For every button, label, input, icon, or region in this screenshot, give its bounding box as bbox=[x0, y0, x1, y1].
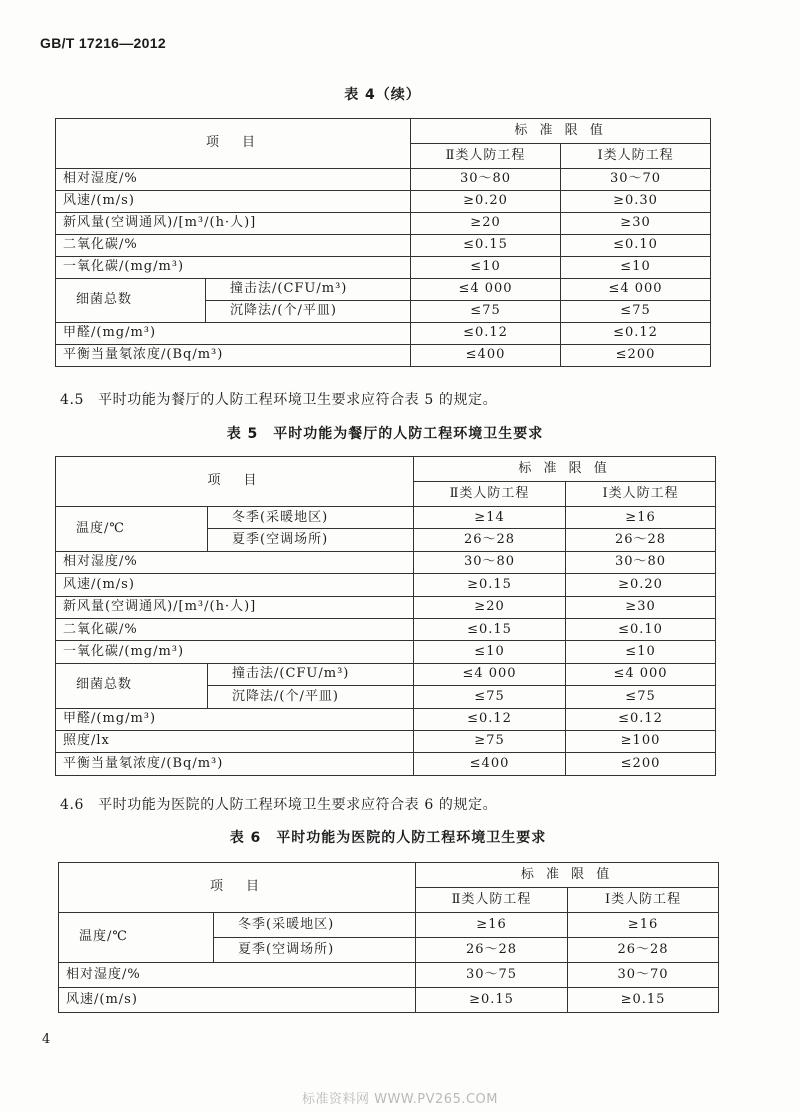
row-label: 风速/(m/s) bbox=[56, 191, 411, 213]
class2-value: ≥0.15 bbox=[414, 574, 566, 596]
table-row bbox=[59, 963, 719, 988]
table-4-body bbox=[56, 169, 711, 367]
class2-value: ≤0.12 bbox=[414, 708, 566, 730]
class2-value: ≥16 bbox=[416, 913, 568, 938]
row-sub-label: 冬季(采暖地区) bbox=[214, 913, 416, 938]
table-row bbox=[59, 913, 719, 938]
watermark: 标准资料网 WWW.PV265.COM bbox=[301, 1092, 499, 1107]
clause-number: 4.5 bbox=[60, 392, 85, 408]
table-row bbox=[56, 551, 716, 573]
table-row bbox=[56, 618, 716, 640]
class2-value: 30～80 bbox=[414, 551, 566, 573]
table-6 bbox=[58, 862, 719, 1013]
row-label: 甲醛/(mg/m³) bbox=[56, 323, 411, 345]
row-label: 一氧化碳/(mg/m³) bbox=[56, 641, 414, 663]
row-sub-label: 撞击法/(CFU/m³) bbox=[208, 663, 414, 685]
clause-text: 平时功能为餐厅的人防工程环境卫生要求应符合表 5 的规定。 bbox=[98, 392, 498, 408]
class1-value: ≤0.12 bbox=[566, 708, 716, 730]
header-class1: Ⅰ类人防工程 bbox=[568, 888, 719, 913]
class2-value: ≤4 000 bbox=[411, 279, 561, 301]
header-class1: Ⅰ类人防工程 bbox=[566, 482, 716, 507]
row-label: 新风量(空调通风)/[m³/(h·人)] bbox=[56, 596, 414, 618]
class2-value: ≤75 bbox=[414, 686, 566, 708]
clause-4-6 bbox=[60, 794, 497, 814]
table-row bbox=[56, 507, 716, 529]
row-label: 二氧化碳/% bbox=[56, 618, 414, 640]
table-row bbox=[56, 663, 716, 685]
header-item: 项 目 bbox=[56, 457, 414, 507]
class2-value: ≥0.20 bbox=[411, 191, 561, 213]
class1-value: ≤200 bbox=[561, 345, 711, 367]
table-4-caption: 表 4（续） bbox=[344, 87, 421, 103]
table-5-caption: 表 5 平时功能为餐厅的人防工程环境卫生要求 bbox=[226, 426, 544, 442]
class1-value: ≥100 bbox=[566, 730, 716, 752]
row-label: 相对湿度/% bbox=[56, 551, 414, 573]
class2-value: ≤400 bbox=[411, 345, 561, 367]
class1-value: ≤200 bbox=[566, 753, 716, 775]
class1-value: ≥0.30 bbox=[561, 191, 711, 213]
row-sub-label: 夏季(空调场所) bbox=[214, 938, 416, 963]
table-row bbox=[56, 235, 711, 257]
table-5 bbox=[55, 456, 716, 776]
class1-value: ≤0.10 bbox=[566, 618, 716, 640]
class1-value: ≥0.20 bbox=[566, 574, 716, 596]
class2-value: ≤4 000 bbox=[414, 663, 566, 685]
row-group-label: 细菌总数 bbox=[56, 663, 208, 708]
class2-value: ≥14 bbox=[414, 507, 566, 529]
clause-4-5 bbox=[60, 389, 497, 409]
table-row bbox=[56, 191, 711, 213]
row-sub-label: 沉降法/(个/平皿) bbox=[206, 301, 411, 323]
class1-value: ≥0.15 bbox=[568, 988, 719, 1013]
row-label: 相对湿度/% bbox=[56, 169, 411, 191]
class2-value: ≤0.15 bbox=[411, 235, 561, 257]
table-row bbox=[56, 345, 711, 367]
row-label: 相对湿度/% bbox=[59, 963, 416, 988]
table-row bbox=[56, 257, 711, 279]
class1-value: 30～70 bbox=[568, 963, 719, 988]
table-6-caption: 表 6 平时功能为医院的人防工程环境卫生要求 bbox=[229, 830, 547, 846]
header-class1: Ⅰ类人防工程 bbox=[561, 144, 711, 169]
row-sub-label: 撞击法/(CFU/m³) bbox=[206, 279, 411, 301]
standard-number: GB/T 17216—2012 bbox=[40, 35, 166, 51]
table-row bbox=[56, 753, 716, 775]
class1-value: ≤0.12 bbox=[561, 323, 711, 345]
header-limit: 标 准 限 值 bbox=[411, 119, 711, 144]
table-row bbox=[56, 279, 711, 301]
row-label: 风速/(m/s) bbox=[56, 574, 414, 596]
class1-value: 30～70 bbox=[561, 169, 711, 191]
clause-text: 平时功能为医院的人防工程环境卫生要求应符合表 6 的规定。 bbox=[98, 797, 498, 813]
class1-value: ≥16 bbox=[566, 507, 716, 529]
class2-value: ≥75 bbox=[414, 730, 566, 752]
class1-value: ≤75 bbox=[561, 301, 711, 323]
class2-value: ≥20 bbox=[411, 213, 561, 235]
class2-value: ≥0.15 bbox=[416, 988, 568, 1013]
row-label: 照度/lx bbox=[56, 730, 414, 752]
class1-value: ≤10 bbox=[561, 257, 711, 279]
table-4 bbox=[55, 118, 711, 367]
class2-value: 26～28 bbox=[414, 529, 566, 551]
header-limit: 标 准 限 值 bbox=[414, 457, 716, 482]
class2-value: ≤0.12 bbox=[411, 323, 561, 345]
header-class2: Ⅱ类人防工程 bbox=[411, 144, 561, 169]
table-5-body bbox=[56, 507, 716, 776]
row-sub-label: 夏季(空调场所) bbox=[208, 529, 414, 551]
class2-value: ≤10 bbox=[411, 257, 561, 279]
class1-value: ≥30 bbox=[566, 596, 716, 618]
row-sub-label: 冬季(采暖地区) bbox=[208, 507, 414, 529]
class1-value: 26～28 bbox=[568, 938, 719, 963]
row-label: 新风量(空调通风)/[m³/(h·人)] bbox=[56, 213, 411, 235]
class1-value: ≤4 000 bbox=[561, 279, 711, 301]
page-number: 4 bbox=[42, 1032, 51, 1047]
table-header-row bbox=[56, 457, 716, 482]
class1-value: ≤75 bbox=[566, 686, 716, 708]
row-group-label: 细菌总数 bbox=[56, 279, 206, 323]
table-header-row bbox=[59, 863, 719, 888]
table-row bbox=[56, 323, 711, 345]
class1-value: ≤0.10 bbox=[561, 235, 711, 257]
class1-value: ≥16 bbox=[568, 913, 719, 938]
table-row bbox=[56, 213, 711, 235]
class2-value: ≤10 bbox=[414, 641, 566, 663]
class1-value: ≤10 bbox=[566, 641, 716, 663]
header-item: 项 目 bbox=[59, 863, 416, 913]
class2-value: ≤0.15 bbox=[414, 618, 566, 640]
header-limit: 标 准 限 值 bbox=[416, 863, 719, 888]
class2-value: 26～28 bbox=[416, 938, 568, 963]
row-group-label: 温度/℃ bbox=[59, 913, 214, 963]
table-row bbox=[56, 596, 716, 618]
row-label: 平衡当量氡浓度/(Bq/m³) bbox=[56, 345, 411, 367]
table-row bbox=[56, 574, 716, 596]
table-row bbox=[56, 730, 716, 752]
row-label: 平衡当量氡浓度/(Bq/m³) bbox=[56, 753, 414, 775]
table-row bbox=[59, 988, 719, 1013]
row-label: 风速/(m/s) bbox=[59, 988, 416, 1013]
class1-value: 30～80 bbox=[566, 551, 716, 573]
class2-value: 30～75 bbox=[416, 963, 568, 988]
class2-value: ≥20 bbox=[414, 596, 566, 618]
row-label: 一氧化碳/(mg/m³) bbox=[56, 257, 411, 279]
class1-value: ≥30 bbox=[561, 213, 711, 235]
row-label: 二氧化碳/% bbox=[56, 235, 411, 257]
class2-value: ≤75 bbox=[411, 301, 561, 323]
clause-number: 4.6 bbox=[60, 797, 85, 813]
table-6-body bbox=[59, 913, 719, 1013]
table-row bbox=[56, 169, 711, 191]
class1-value: 26～28 bbox=[566, 529, 716, 551]
row-sub-label: 沉降法/(个/平皿) bbox=[208, 686, 414, 708]
table-header-row bbox=[56, 119, 711, 144]
class2-value: 30～80 bbox=[411, 169, 561, 191]
class2-value: ≤400 bbox=[414, 753, 566, 775]
header-class2: Ⅱ类人防工程 bbox=[414, 482, 566, 507]
header-class2: Ⅱ类人防工程 bbox=[416, 888, 568, 913]
header-item: 项 目 bbox=[56, 119, 411, 169]
row-label: 甲醛/(mg/m³) bbox=[56, 708, 414, 730]
table-row bbox=[56, 708, 716, 730]
row-group-label: 温度/℃ bbox=[56, 507, 208, 552]
table-row bbox=[56, 641, 716, 663]
class1-value: ≤4 000 bbox=[566, 663, 716, 685]
